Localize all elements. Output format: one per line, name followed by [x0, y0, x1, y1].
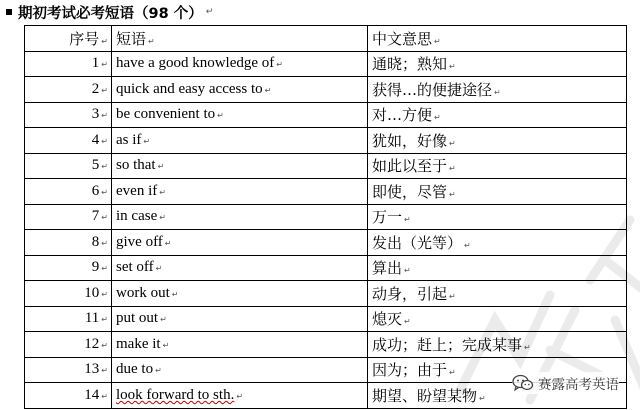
phrase-text: quick and easy access to	[116, 80, 263, 97]
meaning-text: 发出（光等）	[372, 233, 463, 252]
meaning-cell	[368, 255, 627, 281]
row-number-cell	[25, 230, 112, 256]
phrase-cell	[112, 51, 368, 77]
meaning-cell	[368, 102, 627, 128]
row-number-text: 1	[91, 55, 100, 72]
cell-mark-icon: ↵	[101, 238, 108, 248]
row-number-text: 2	[91, 80, 100, 97]
cell-mark-icon: ↵	[404, 215, 411, 225]
cell-mark-icon: ↵	[155, 264, 163, 274]
phrase-text: put out	[116, 310, 159, 327]
table-row	[25, 281, 627, 307]
table-row	[25, 102, 627, 128]
cell-mark-icon: ↵	[101, 111, 108, 121]
phrase-cell	[112, 306, 368, 332]
meaning-cell	[368, 204, 627, 230]
cell-mark-icon: ↵	[101, 391, 108, 401]
watermark-logo	[512, 372, 619, 394]
cell-mark-icon: ↵	[159, 213, 166, 223]
meaning-text: 通晓；熟知	[372, 55, 448, 74]
row-number-cell	[25, 179, 112, 205]
cell-mark-icon: ↵	[101, 36, 108, 46]
header-cell	[112, 26, 368, 52]
cell-mark-icon: ↵	[404, 266, 411, 276]
meaning-text: 对…方便	[372, 106, 433, 125]
cell-mark-icon: ↵	[449, 164, 456, 174]
header-meaning: 中文意思	[372, 29, 433, 48]
cell-mark-icon: ↵	[449, 138, 456, 148]
row-number-text: 13	[84, 361, 100, 378]
cell-mark-icon: ↵	[449, 62, 456, 72]
cell-mark-icon: ↵	[101, 366, 108, 376]
cell-mark-icon: ↵	[162, 340, 170, 350]
table-row	[25, 204, 627, 230]
phrase-text: set off	[116, 259, 154, 276]
meaning-cell	[368, 179, 627, 205]
phrase-cell	[112, 383, 368, 409]
row-number-cell	[25, 255, 112, 281]
phrase-cell	[112, 332, 368, 358]
heading-text: 期初考试必考短语（98 个）	[18, 5, 203, 22]
cell-mark-icon: ↵	[217, 111, 224, 121]
phrase-text: in case	[116, 208, 158, 225]
cell-mark-icon: ↵	[236, 391, 244, 401]
row-number-cell	[25, 383, 112, 409]
header-cell	[368, 26, 627, 52]
phrase-cell	[112, 230, 368, 256]
table-row	[25, 153, 627, 179]
meaning-cell	[368, 332, 627, 358]
row-number-text: 12	[84, 335, 100, 352]
cell-mark-icon: ↵	[101, 340, 108, 350]
table-row	[25, 306, 627, 332]
row-number-text: 7	[91, 208, 100, 225]
meaning-text: 获得…的便捷途径	[372, 80, 493, 99]
meaning-cell	[368, 281, 627, 307]
phrase-table	[24, 25, 627, 409]
phrase-text: as if	[116, 131, 142, 148]
row-number-text: 6	[91, 182, 100, 199]
phrase-cell	[112, 281, 368, 307]
cell-mark-icon: ↵	[404, 317, 411, 327]
cell-mark-icon: ↵	[143, 136, 151, 146]
cell-mark-icon: ↵	[494, 87, 501, 97]
phrase-text: have a good knowledge of	[116, 55, 275, 72]
phrase-cell	[112, 77, 368, 103]
row-number-text: 8	[91, 233, 100, 250]
cell-mark-icon: ↵	[101, 315, 108, 325]
row-number-cell	[25, 77, 112, 103]
phrase-text: look forward to sth.	[116, 386, 235, 403]
cell-mark-icon: ↵	[101, 162, 108, 172]
row-number-cell	[25, 281, 112, 307]
meaning-text: 即使，尽管	[372, 182, 448, 201]
cell-mark-icon: ↵	[101, 85, 108, 95]
phrase-cell	[112, 128, 368, 154]
section-heading	[6, 2, 213, 22]
row-number-cell	[25, 306, 112, 332]
cell-mark-icon: ↵	[101, 60, 108, 70]
table-row	[25, 179, 627, 205]
meaning-cell	[368, 51, 627, 77]
phrase-text: make it	[116, 335, 161, 352]
cell-mark-icon: ↵	[159, 187, 166, 197]
table-header-row	[25, 26, 627, 52]
phrase-text: even if	[116, 182, 158, 199]
wechat-icon	[512, 374, 534, 392]
cell-mark-icon: ↵	[449, 368, 456, 378]
meaning-text: 算出	[372, 259, 403, 278]
row-number-text: 11	[84, 310, 100, 327]
phrase-cell	[112, 179, 368, 205]
cell-mark-icon: ↵	[276, 60, 283, 70]
cell-mark-icon: ↵	[101, 289, 108, 299]
bullet-icon	[6, 9, 12, 15]
meaning-cell	[368, 128, 627, 154]
phrase-text: so that	[116, 157, 156, 174]
table-row	[25, 51, 627, 77]
meaning-text: 期望、盼望某物	[372, 386, 478, 405]
meaning-cell	[368, 77, 627, 103]
cell-mark-icon: ↵	[101, 187, 108, 197]
cell-mark-icon: ↵	[157, 162, 165, 172]
row-number-text: 5	[91, 157, 100, 174]
table-row	[25, 255, 627, 281]
cell-mark-icon: ↵	[101, 213, 108, 223]
phrase-cell	[112, 153, 368, 179]
row-number-text: 4	[91, 131, 100, 148]
meaning-text: 如此以至于	[372, 157, 448, 176]
meaning-text: 万一	[372, 208, 403, 227]
phrase-cell	[112, 255, 368, 281]
meaning-text: 熄灭	[372, 310, 403, 329]
cell-mark-icon: ↵	[101, 136, 108, 146]
cell-mark-icon: ↵	[148, 36, 155, 46]
row-number-text: 10	[84, 284, 100, 301]
row-number-text: 9	[91, 259, 100, 276]
header-phrase: 短语	[116, 29, 147, 48]
row-number-cell	[25, 128, 112, 154]
table-row	[25, 332, 627, 358]
cell-mark-icon: ↵	[155, 366, 162, 376]
row-number-cell	[25, 332, 112, 358]
header-number: 序号	[69, 29, 100, 48]
cell-mark-icon: ↵	[434, 36, 441, 46]
cell-mark-icon: ↵	[160, 315, 167, 325]
table-row	[25, 128, 627, 154]
row-number-cell	[25, 357, 112, 383]
meaning-text: 动身，引起	[372, 284, 448, 303]
meaning-text: 犹如，好像	[372, 131, 448, 150]
cell-mark-icon: ↵	[464, 240, 471, 250]
cell-mark-icon: ↵	[264, 85, 272, 95]
row-number-cell	[25, 204, 112, 230]
row-number-cell	[25, 51, 112, 77]
cell-mark-icon: ↵	[449, 291, 456, 301]
meaning-text: 因为；由于	[372, 361, 448, 380]
cell-mark-icon: ↵	[524, 342, 531, 352]
phrase-cell	[112, 204, 368, 230]
meaning-cell	[368, 306, 627, 332]
table-row	[25, 77, 627, 103]
phrase-text: due to	[116, 361, 154, 378]
phrase-text: work out	[116, 284, 170, 301]
watermark-text: 赛露高考英语	[538, 377, 619, 393]
paragraph-mark-icon: ↵	[205, 7, 214, 17]
phrase-text: give off	[116, 233, 163, 250]
row-number-text: 3	[91, 106, 100, 123]
row-number-cell	[25, 153, 112, 179]
meaning-cell	[368, 153, 627, 179]
cell-mark-icon: ↵	[449, 189, 456, 199]
meaning-cell	[368, 230, 627, 256]
meaning-text: 成功；赶上；完成某事	[372, 335, 523, 354]
phrase-cell	[112, 102, 368, 128]
cell-mark-icon: ↵	[479, 393, 486, 403]
row-number-text: 14	[84, 386, 100, 403]
cell-mark-icon: ↵	[171, 289, 179, 299]
cell-mark-icon: ↵	[434, 113, 441, 123]
header-cell	[25, 26, 112, 52]
cell-mark-icon: ↵	[101, 264, 108, 274]
phrase-cell	[112, 357, 368, 383]
cell-mark-icon: ↵	[164, 238, 172, 248]
table-row	[25, 230, 627, 256]
row-number-cell	[25, 102, 112, 128]
phrase-text: be convenient to	[116, 106, 216, 123]
